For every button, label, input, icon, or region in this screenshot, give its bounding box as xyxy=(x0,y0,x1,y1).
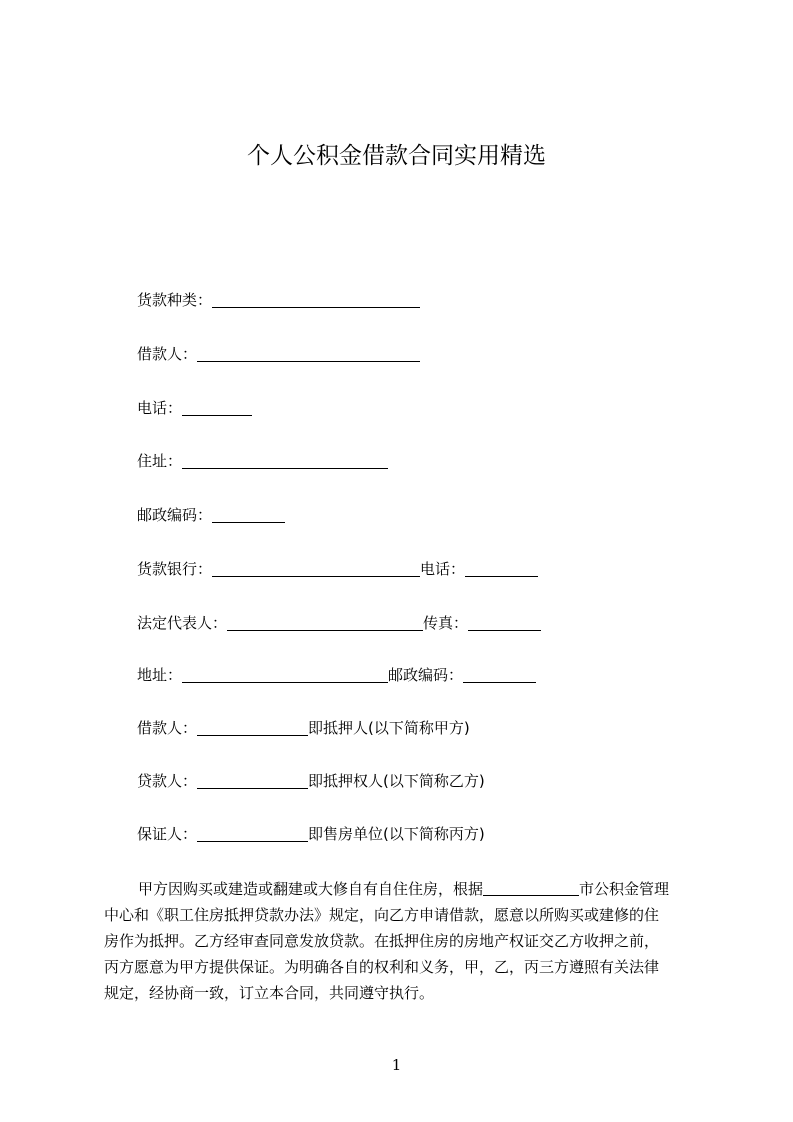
party-c-label: 保证人： xyxy=(137,825,198,843)
party-b-suffix: 即抵押权人(以下简称乙方) xyxy=(308,772,485,790)
bank-address-blank[interactable] xyxy=(182,667,388,683)
borrower-blank[interactable] xyxy=(197,346,420,362)
borrower-label: 借款人： xyxy=(137,345,198,363)
party-a-blank[interactable] xyxy=(197,720,308,736)
party-c-blank[interactable] xyxy=(197,826,308,842)
fax-blank[interactable] xyxy=(468,615,541,631)
legal-rep-label: 法定代表人： xyxy=(137,614,228,632)
loan-type-field xyxy=(137,290,420,310)
bank-address-field xyxy=(137,665,536,685)
bank-address-label: 地址： xyxy=(137,666,183,684)
phone-blank[interactable] xyxy=(182,400,252,416)
party-b-label: 贷款人： xyxy=(137,772,198,790)
postcode-field xyxy=(137,505,285,525)
bank-phone-label: 电话： xyxy=(420,560,466,578)
address-blank[interactable] xyxy=(182,453,388,469)
phone-label: 电话： xyxy=(137,399,183,417)
postcode-label: 邮政编码： xyxy=(137,506,213,524)
loan-type-blank[interactable] xyxy=(212,292,420,308)
lending-bank-field xyxy=(137,559,538,579)
party-c-field xyxy=(137,824,485,844)
party-c-suffix: 即售房单位(以下简称丙方) xyxy=(308,825,485,843)
party-a-label: 借款人： xyxy=(137,719,198,737)
paragraph-line-4: 丙方愿意为甲方提供保证。为明确各自的权利和义务，甲，乙，丙三方遵照有关法律 xyxy=(104,958,660,976)
borrower-field xyxy=(137,344,420,364)
paragraph-line-3: 房作为抵押。乙方经审查同意发放贷款。在抵押住房的房地产权证交乙方收押之前， xyxy=(104,932,660,950)
loan-type-label: 货款种类： xyxy=(137,291,213,309)
paragraph-line-5: 规定，经协商一致，订立本合同，共同遵守执行。 xyxy=(104,984,435,1002)
address-label: 住址： xyxy=(137,452,183,470)
address-field xyxy=(137,451,388,471)
paragraph-line-1-start: 甲方因购买或建造或翻建或大修自有自住住房，根据 xyxy=(138,880,484,898)
lending-bank-label: 货款银行： xyxy=(137,560,213,578)
paragraph-line-2: 中心和《职工住房抵押贷款办法》规定，向乙方申请借款，愿意以所购买或建修的住 xyxy=(104,906,660,924)
bank-phone-blank[interactable] xyxy=(465,561,538,577)
postcode-blank[interactable] xyxy=(212,507,285,523)
legal-rep-blank[interactable] xyxy=(227,615,423,631)
party-a-field xyxy=(137,718,470,738)
bank-postcode-blank[interactable] xyxy=(463,667,536,683)
lending-bank-blank[interactable] xyxy=(212,561,420,577)
party-b-field xyxy=(137,771,485,791)
paragraph-line-1-end: 市公积金管理 xyxy=(579,880,670,898)
party-b-blank[interactable] xyxy=(197,773,308,789)
legal-rep-field xyxy=(137,613,541,633)
bank-postcode-label: 邮政编码： xyxy=(388,666,464,684)
party-a-suffix: 即抵押人(以下简称甲方) xyxy=(308,719,470,737)
paragraph-line-1 xyxy=(104,876,700,902)
fax-label: 传真： xyxy=(423,614,469,632)
city-blank[interactable] xyxy=(483,880,579,896)
page-number: 1 xyxy=(391,1056,402,1074)
phone-field xyxy=(137,398,252,418)
preamble-paragraph xyxy=(104,876,700,1006)
contract-title: 个人公积金借款合同实用精选 xyxy=(247,143,546,169)
